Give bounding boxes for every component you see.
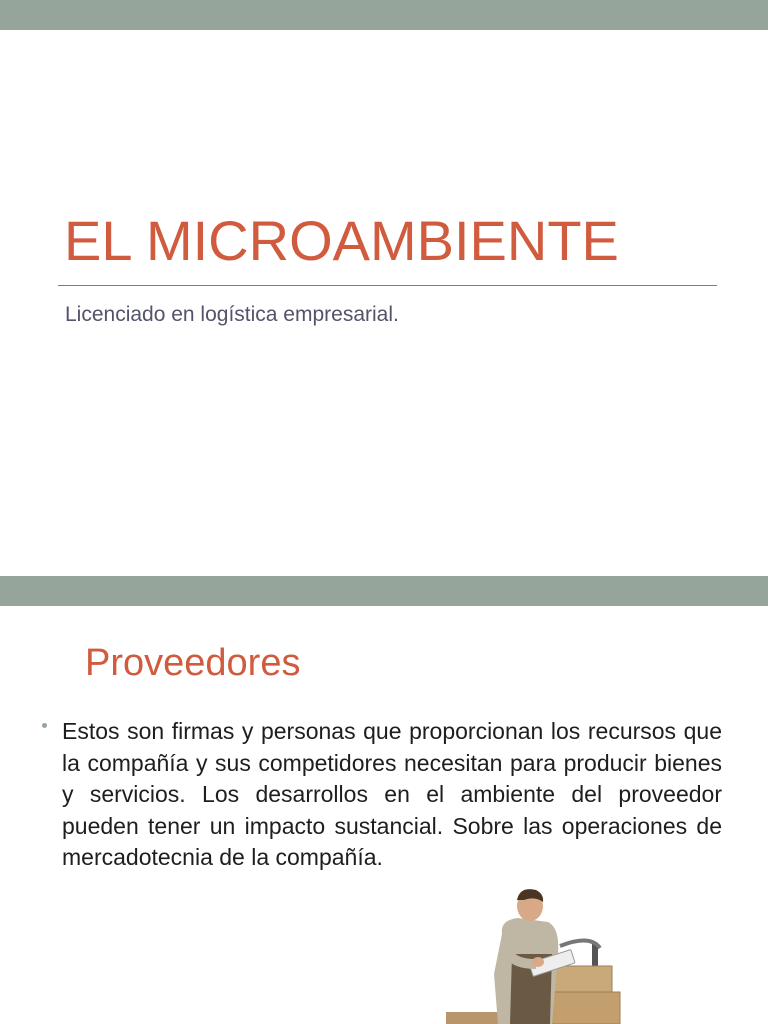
bullet-list	[42, 716, 722, 874]
bullet-dot-icon	[42, 723, 47, 728]
bullet-item: Estos son firmas y personas que proporcionan los recursos que la compañía y sus competidores necesitan para producir bienes y servicios. Los desarrollos en el ambiente del proveedor pueden tener un impacto sustancial. Sobre las operaciones de mercadotecnia de la compañía.	[62, 718, 722, 870]
content-slide-title: Proveedores	[85, 642, 301, 684]
slide-top-bar	[0, 576, 768, 606]
title-underline	[58, 285, 717, 286]
delivery-worker-photo-icon	[440, 884, 640, 1024]
slide-title: EL MICROAMBIENTE	[64, 209, 619, 272]
slide-top-bar	[0, 0, 768, 30]
slide-subtitle: Licenciado en logística empresarial.	[65, 303, 399, 326]
